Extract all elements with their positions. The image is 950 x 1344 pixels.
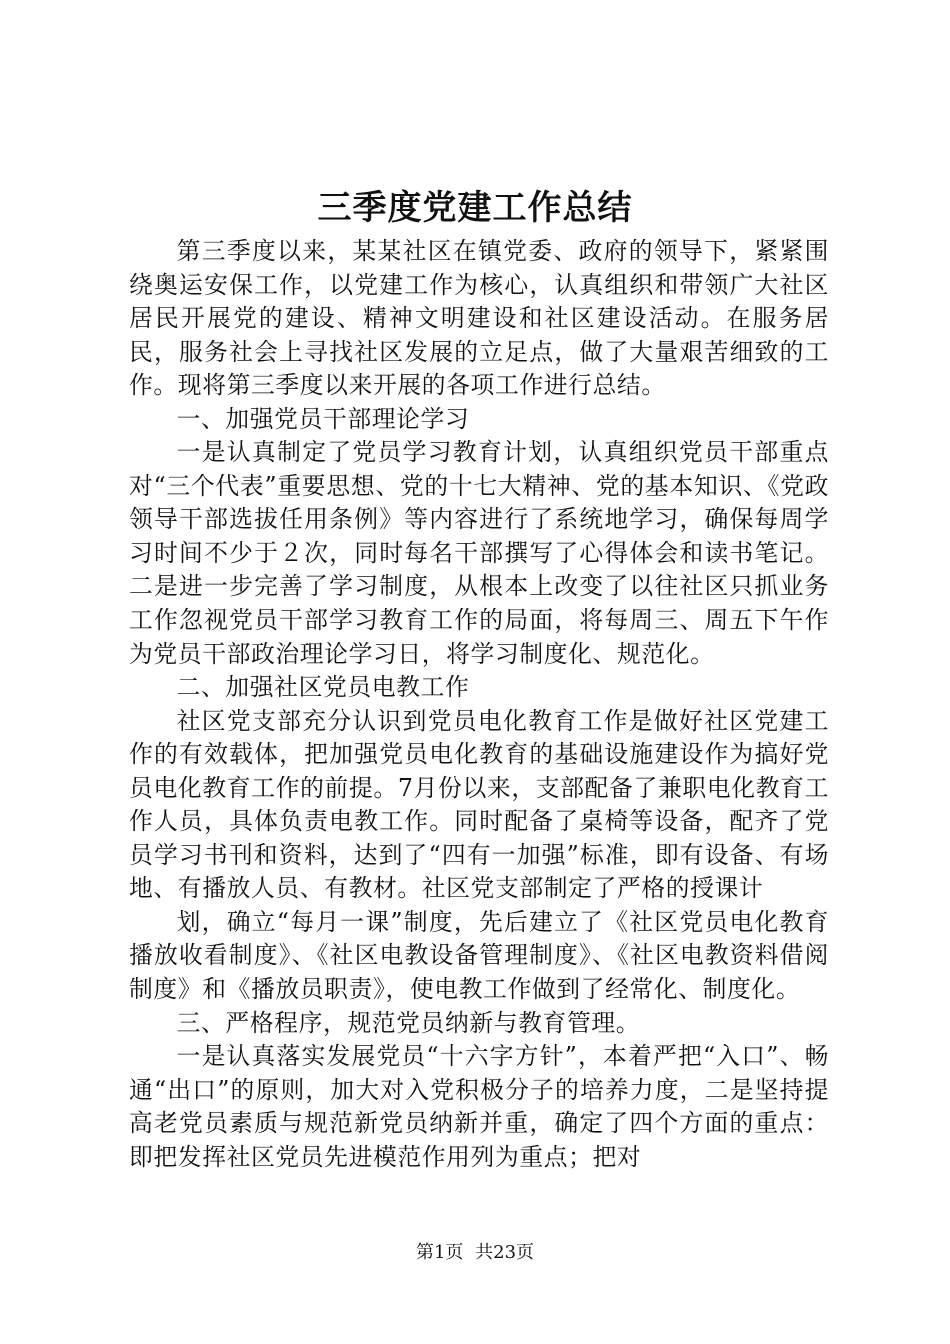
document-title: 三季度党建工作总结 (317, 188, 633, 228)
body-paragraph: 一是认真落实发展党员“十六字方针”，本着严把“入口”、畅通“出口”的原则，加大对入党积极分子的培养力度，二是坚持提高老党员素质与规范新党员纳新并重，确定了四个方面的重点：即把发挥社区党员先进模范作用列为重点；把对 (129, 1042, 829, 1171)
body-paragraph: 社区党支部充分认识到党员电化教育工作是做好社区党建工作的有效载体，把加强党员电化教育的基础设施建设作为搞好党员电化教育工作的前提。7月份以来，支部配备了兼职电化教育工作人员，具体负责电教工作。同时配备了桌椅等设备，配齐了党员学习书刊和资料，达到了“四有一加强”标准，即有设备、有场地、有播放人员、有教材。社区党支部制定了严格的授课计 (129, 706, 829, 903)
section-heading: 二、加强社区党员电教工作 (176, 673, 470, 702)
section-heading: 三、严格程序，规范党员纳新与教育管理。 (176, 1008, 641, 1037)
page-total: 共23页 (475, 1242, 535, 1263)
document-body (129, 235, 829, 1174)
page-footer (0, 1241, 950, 1265)
body-paragraph: 第三季度以来，某某社区在镇党委、政府的领导下，紧紧围绕奥运安保工作，以党建工作为核心，认真组织和带领广大社区居民开展党的建设、精神文明建设和社区建设活动。在服务居民，服务社会上寻找社区发展的立足点，做了大量艰苦细致的工作。现将第三季度以来开展的各项工作进行总结。 (129, 237, 829, 400)
page-number: 第1页 (415, 1242, 464, 1263)
body-paragraph: 一是认真制定了党员学习教育计划，认真组织党员干部重点对“三个代表”重要思想、党的十七大精神、党的基本知识、《党政领导干部选拔任用条例》等内容进行了系统地学习，确保每周学习时间不少于２次，同时每名干部撰写了心得体会和读书笔记。二是进一步完善了学习制度，从根本上改变了以往社区只抓业务工作忽视党员干部学习教育工作的局面，将每周三、周五下午作为党员干部政治理论学习日，将学习制度化、规范化。 (129, 438, 829, 668)
body-paragraph: 划，确立“每月一课”制度，先后建立了《社区党员电化教育播放收看制度》、《社区电教设备管理制度》、《社区电教资料借阅制度》和《播放员职责》，使电教工作做到了经常化、制度化。 (129, 907, 829, 1004)
section-heading: 一、加强党员干部理论学习 (176, 404, 470, 433)
